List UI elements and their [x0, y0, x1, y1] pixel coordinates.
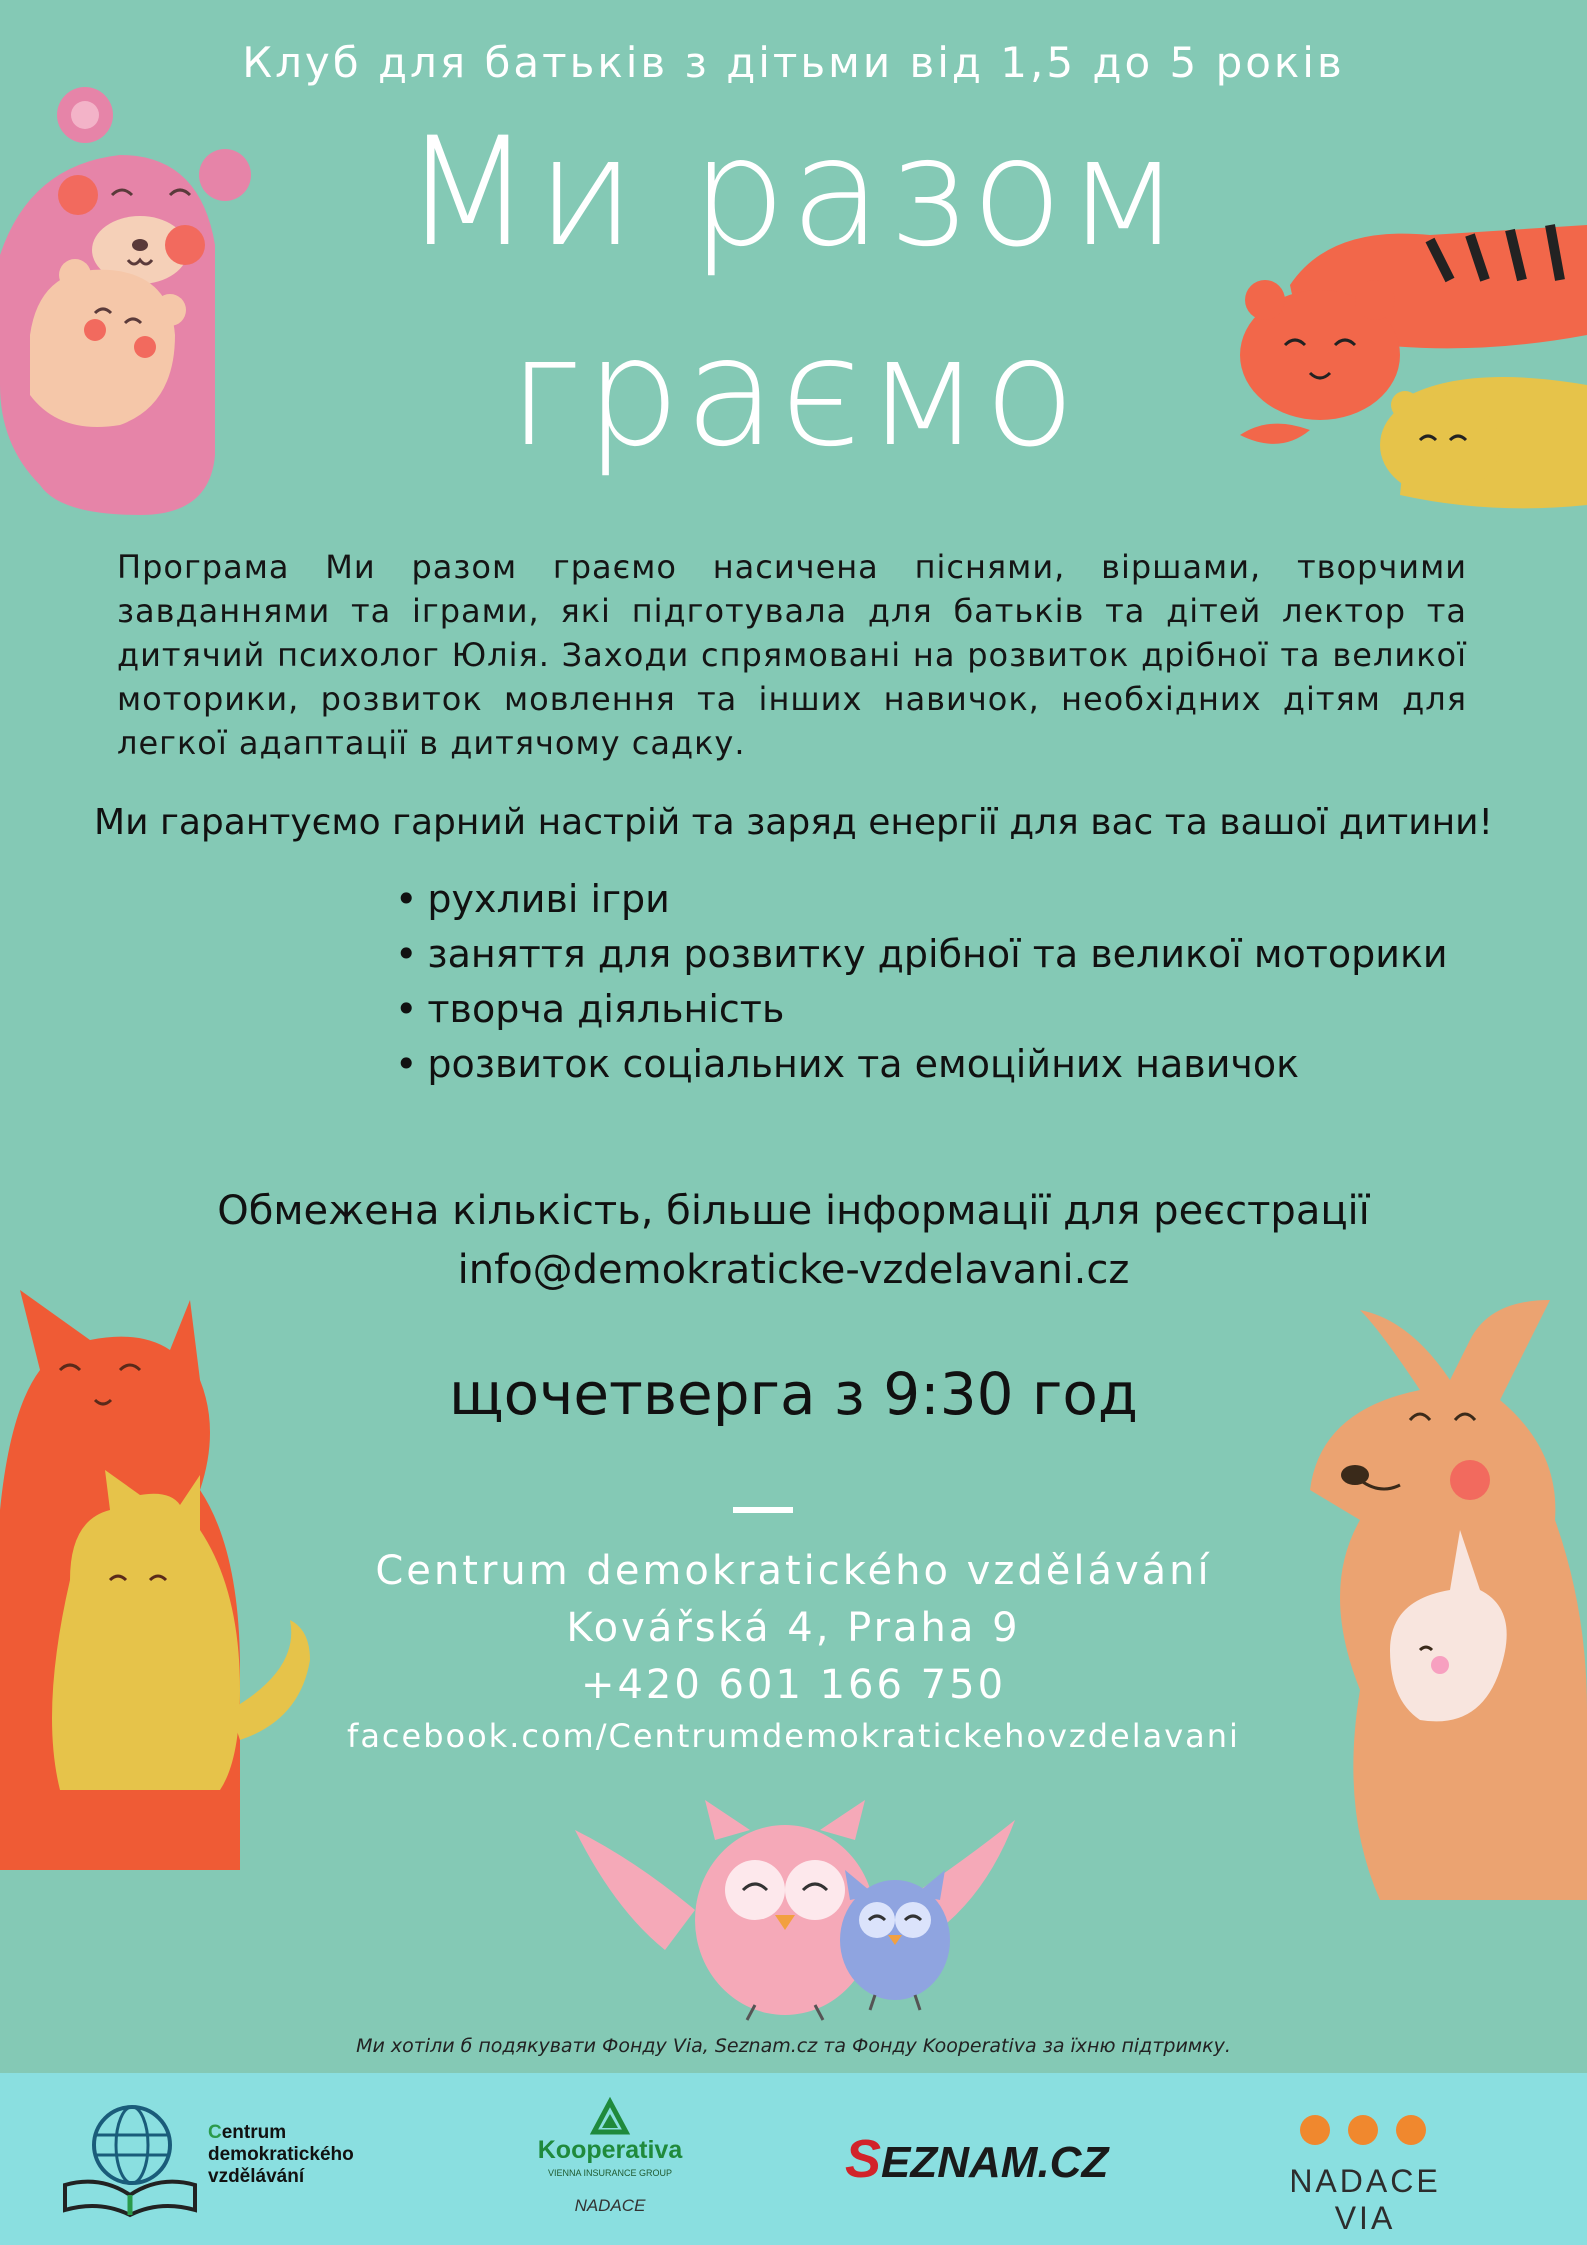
phone-number[interactable]: +420 601 166 750: [580, 1662, 1007, 1708]
activities-list: [395, 872, 1448, 1092]
guarantee-text: Ми гарантуємо гарний настрій та заряд енергії для вас та вашої дитини!: [94, 802, 1493, 843]
owl-icon: [575, 1800, 1015, 2020]
list-item: • творча діяльність: [395, 982, 1448, 1037]
registration-note: Обмежена кількість, більше інформації для реєстрації: [217, 1188, 1370, 1234]
list-item: • рухливі ігри: [395, 872, 1448, 927]
registration-email-link[interactable]: info@demokraticke-vzdelavani.cz: [457, 1247, 1130, 1293]
program-description: Програма Ми разом граємо насичена піснями, віршами, творчими завданнями та іграми, які підготувала для батьків та дітей лектор та дитячий психолог Юлія. Заходи спрямовані на розвиток дрібної та великої моторики, розвиток мовлення та інших навичок, необхідних дітям для легкої адаптації в дитячому садку.: [117, 548, 1467, 762]
club-subtitle: Клуб для батьків з дітьми від 1,5 до 5 років: [242, 38, 1345, 87]
kooperativa-triangle-icon: [592, 2100, 628, 2134]
list-item: • заняття для розвитку дрібної та великої моторики: [395, 927, 1448, 982]
globe-book-icon: [60, 2100, 200, 2220]
title-line-2: граємо: [507, 306, 1080, 480]
via-dots-icon: [1300, 2115, 1444, 2149]
seznam-logo: SEZNAM.CZ: [845, 2129, 1109, 2189]
thanks-note: Ми хотіли б подякувати Фонду Via, Seznam.cz та Фонду Kooperativa за їхню підтримку.: [356, 2035, 1231, 2057]
address: Kovářská 4, Praha 9: [566, 1605, 1021, 1651]
divider: [733, 1507, 793, 1513]
nadace-via-logo: NADACE VIA: [1255, 2115, 1475, 2205]
kooperativa-logo: Kooperativa VIENNA INSURANCE GROUP NADACE: [520, 2100, 700, 2230]
organization-name: Centrum demokratického vzdělávání: [375, 1548, 1212, 1594]
schedule-text: щочетверга з 9:30 год: [448, 1360, 1138, 1428]
list-item: • розвиток соціальних та емоційних навичок: [395, 1037, 1448, 1092]
cdv-logo: [60, 2100, 390, 2220]
facebook-link[interactable]: facebook.com/Centrumdemokratickehovzdelavani: [347, 1717, 1240, 1755]
title-line-1: Ми разом: [402, 106, 1185, 280]
cdv-logo-text: Centrum demokratického vzdělávání: [208, 2122, 354, 2187]
